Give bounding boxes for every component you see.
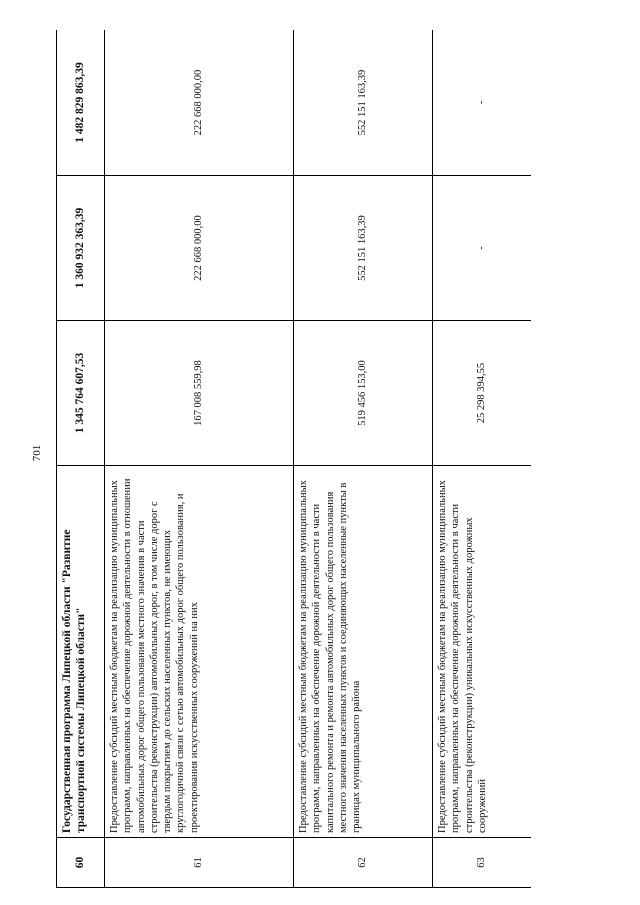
amount-cell: 222 668 000,00: [105, 30, 294, 176]
amount-cell: -: [433, 30, 532, 176]
amount-cell: 519 456 153,00: [294, 321, 433, 466]
table-row: [57, 30, 105, 888]
table-row: [433, 30, 532, 888]
page-number: 701: [31, 444, 43, 462]
row-description: Предоставление субсидий местным бюджетам на реализацию муниципальных программ, направленных на обеспечение дорожной деятельности в части капитального ремонта и ремонта автомобильных дорог общего пользования местного значения населенных пунктов и соединяющих населенные пункты в границах муниципального района: [294, 466, 433, 838]
amount-cell: 222 668 000,00: [105, 176, 294, 321]
amount-cell: 552 151 163,39: [294, 30, 433, 176]
amount-cell: 1 482 829 863,39: [57, 30, 105, 176]
table-row: [294, 30, 433, 888]
rotated-table-container: [56, 30, 531, 888]
row-number: 60: [57, 838, 105, 888]
row-description: Государственная программа Липецкой области "Развитие транспортной системы Липецкой области": [57, 466, 105, 838]
amount-cell: 1 345 764 607,53: [57, 321, 105, 466]
row-number: 61: [105, 838, 294, 888]
amount-cell: 25 298 394,55: [433, 321, 532, 466]
amount-cell: 552 151 163,39: [294, 176, 433, 321]
row-number: 63: [433, 838, 532, 888]
row-description: Предоставление субсидий местным бюджетам на реализацию муниципальных программ, направленных на обеспечение дорожной деятельности в части строительства (реконструкции) уникальных искусственных дорожных сооружений: [433, 466, 532, 838]
amount-cell: -: [433, 176, 532, 321]
budget-table: [56, 30, 531, 888]
row-description: Предоставление субсидий местным бюджетам на реализацию муниципальных программ, направленных на обеспечение дорожной деятельности в отношении автомобильных дорог общего пользования местного значения в части строительства (реконструкции) автомобильных дорог, в том числе дорог с твердым покрытием до сельских населенных пунктов, не имеющих круглогодичной связи с сетью автомобильных дорог общего пользования, и проектирования искусственных сооружений на них: [105, 466, 294, 838]
row-number: 62: [294, 838, 433, 888]
table-row: [105, 30, 294, 888]
amount-cell: 167 008 559,98: [105, 321, 294, 466]
amount-cell: 1 360 932 363,39: [57, 176, 105, 321]
